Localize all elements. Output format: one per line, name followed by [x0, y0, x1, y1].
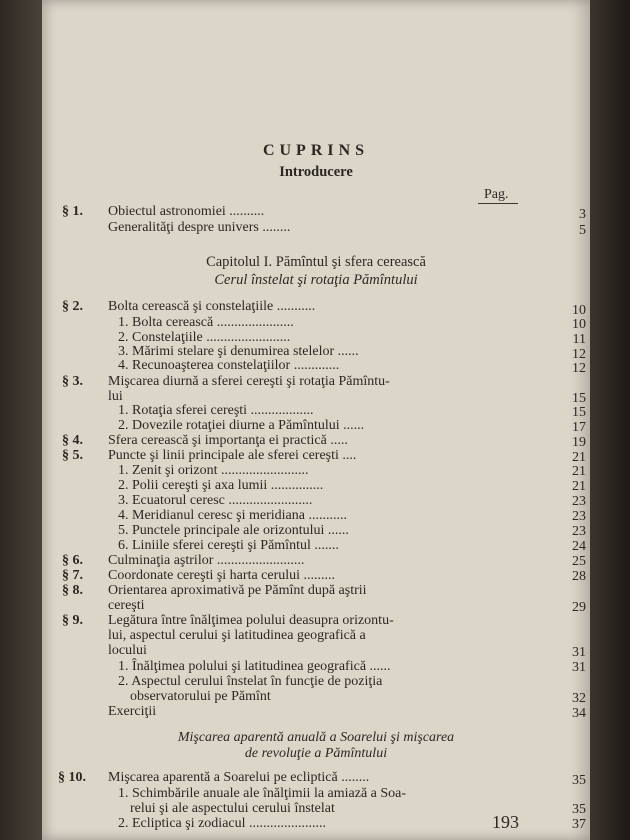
toc-page-number: 31	[572, 660, 586, 675]
section-number: § 7.	[62, 568, 83, 583]
toc-entry: cereşti	[108, 598, 145, 613]
section-number: § 5.	[62, 448, 83, 463]
toc-entry: 2. Aspectul cerului înstelat în funcţie de poziţia	[118, 674, 383, 689]
section-number: § 3.	[62, 374, 83, 389]
chapter-subheading: Cerul înstelat şi rotaţia Pămîntului	[214, 272, 418, 288]
toc-page-number: 15	[572, 391, 586, 406]
toc-entry: Obiectul astronomiei ..........	[108, 204, 265, 219]
book-spine-shadow	[0, 0, 42, 840]
section-number: § 6.	[62, 553, 83, 568]
toc-page-number: 24	[572, 539, 586, 554]
toc-page-number: 21	[572, 450, 586, 465]
toc-entry: 4. Recunoaşterea constelaţiilor .............	[118, 358, 340, 373]
toc-entry: observatorului pe Pămînt	[130, 689, 271, 704]
toc-entry: 1. Înălţimea polului şi latitudinea geografică ......	[118, 659, 391, 674]
section-number: § 8.	[62, 583, 83, 598]
section-number: § 4.	[62, 433, 83, 448]
toc-entry: 1. Zenit şi orizont .........................	[118, 463, 309, 478]
toc-page-number: 35	[572, 802, 586, 817]
toc-page-number: 21	[572, 464, 586, 479]
toc-page-number: 23	[572, 509, 586, 524]
toc-page-number: 10	[572, 317, 586, 332]
toc-entry: 2. Ecliptica şi zodiacul ......................	[118, 816, 327, 831]
toc-entry: Legătura între înălţimea polului deasupra orizontu-	[108, 613, 394, 628]
toc-entry: Bolta cerească şi constelaţiile ...........	[108, 299, 316, 314]
toc-page-number: 5	[579, 223, 586, 238]
toc-page-number: 35	[572, 773, 586, 788]
introduction-heading: Introducere	[279, 164, 353, 180]
toc-entry: lui, aspectul cerului şi latitudinea geografică a	[108, 628, 366, 643]
toc-page-number: 12	[572, 361, 586, 376]
toc-entry: Exerciţii	[108, 704, 157, 719]
toc-entry: locului	[108, 643, 147, 658]
section-number: § 9.	[62, 613, 83, 628]
toc-entry: relui şi ale aspectului cerului înstelat	[130, 801, 335, 816]
toc-page-number: 10	[572, 303, 586, 318]
toc-page-number: 37	[572, 817, 586, 832]
toc-entry: Sfera cerească şi importanţa ei practică .....	[108, 433, 348, 448]
toc-page-number: 31	[572, 645, 586, 660]
section-number: § 2.	[62, 299, 83, 314]
toc-entry: Generalităţi despre univers ........	[108, 220, 291, 235]
toc-page-number: 12	[572, 347, 586, 362]
toc-entry: Mişcarea diurnă a sferei cereşti şi rotaţia Pămîntu-	[108, 374, 390, 389]
toc-entry: Coordonate cereşti şi harta cerului .........	[108, 568, 336, 583]
toc-page-number: 28	[572, 569, 586, 584]
toc-entry: 2. Constelaţiile ........................	[118, 330, 291, 345]
toc-page-number: 23	[572, 524, 586, 539]
toc-page-number: 32	[572, 691, 586, 706]
toc-page-number: 21	[572, 479, 586, 494]
toc-entry: Puncte şi linii principale ale sferei cereşti ....	[108, 448, 357, 463]
page-column-label: Pag.	[484, 187, 509, 202]
toc-page-number: 15	[572, 405, 586, 420]
toc-entry: Culminaţia aştrilor .........................	[108, 553, 305, 568]
toc-entry: 3. Ecuatorul ceresc ........................	[118, 493, 313, 508]
toc-entry: 5. Punctele principale ale orizontului ......	[118, 523, 349, 538]
toc-entry: 6. Liniile sferei cereşti şi Pămîntul .......	[118, 538, 339, 553]
toc-page-number: 25	[572, 554, 586, 569]
toc-entry: 2. Polii cereşti şi axa lumii ...............	[118, 478, 324, 493]
toc-page-number: 34	[572, 706, 586, 721]
toc-entry: Mişcarea aparentă a Soarelui pe ecliptică ........	[108, 770, 370, 785]
chapter-subheading: de revoluţie a Pămîntului	[244, 746, 388, 761]
toc-entry: 2. Dovezile rotaţiei diurne a Pămîntului ......	[118, 418, 365, 433]
page-column-rule	[478, 203, 518, 204]
toc-entry: 1. Bolta cerească ......................	[118, 315, 294, 330]
toc-entry: lui	[108, 389, 123, 404]
section-number: § 10.	[58, 770, 86, 785]
folio-page-number: 193	[492, 812, 519, 832]
toc-page-number: 23	[572, 494, 586, 509]
contents-title: CUPRINS	[262, 142, 370, 159]
toc-entry: 1. Rotaţia sferei cereşti ..................	[118, 403, 314, 418]
toc-entry: 4. Meridianul ceresc şi meridiana ...........	[118, 508, 347, 523]
toc-entry: 1. Schimbările anuale ale înălţimii la amiază a Soa-	[118, 786, 407, 801]
chapter-heading: Capitolul I. Pămîntul şi sfera cerească	[206, 254, 426, 270]
toc-page-number: 19	[572, 435, 586, 450]
toc-page-number: 29	[572, 600, 586, 615]
toc-entry: 3. Mărimi stelare şi denumirea stelelor ......	[118, 344, 359, 359]
toc-page-number: 3	[579, 207, 586, 222]
chapter-subheading: Mişcarea aparentă anuală a Soarelui şi mişcarea	[177, 730, 455, 745]
toc-page-number: 17	[572, 420, 586, 435]
page-edge-shadow	[590, 0, 630, 840]
toc-entry: Orientarea aproximativă pe Pămînt după aştrii	[108, 583, 367, 598]
toc-page-number: 11	[572, 332, 586, 347]
section-number: § 1.	[62, 204, 83, 219]
